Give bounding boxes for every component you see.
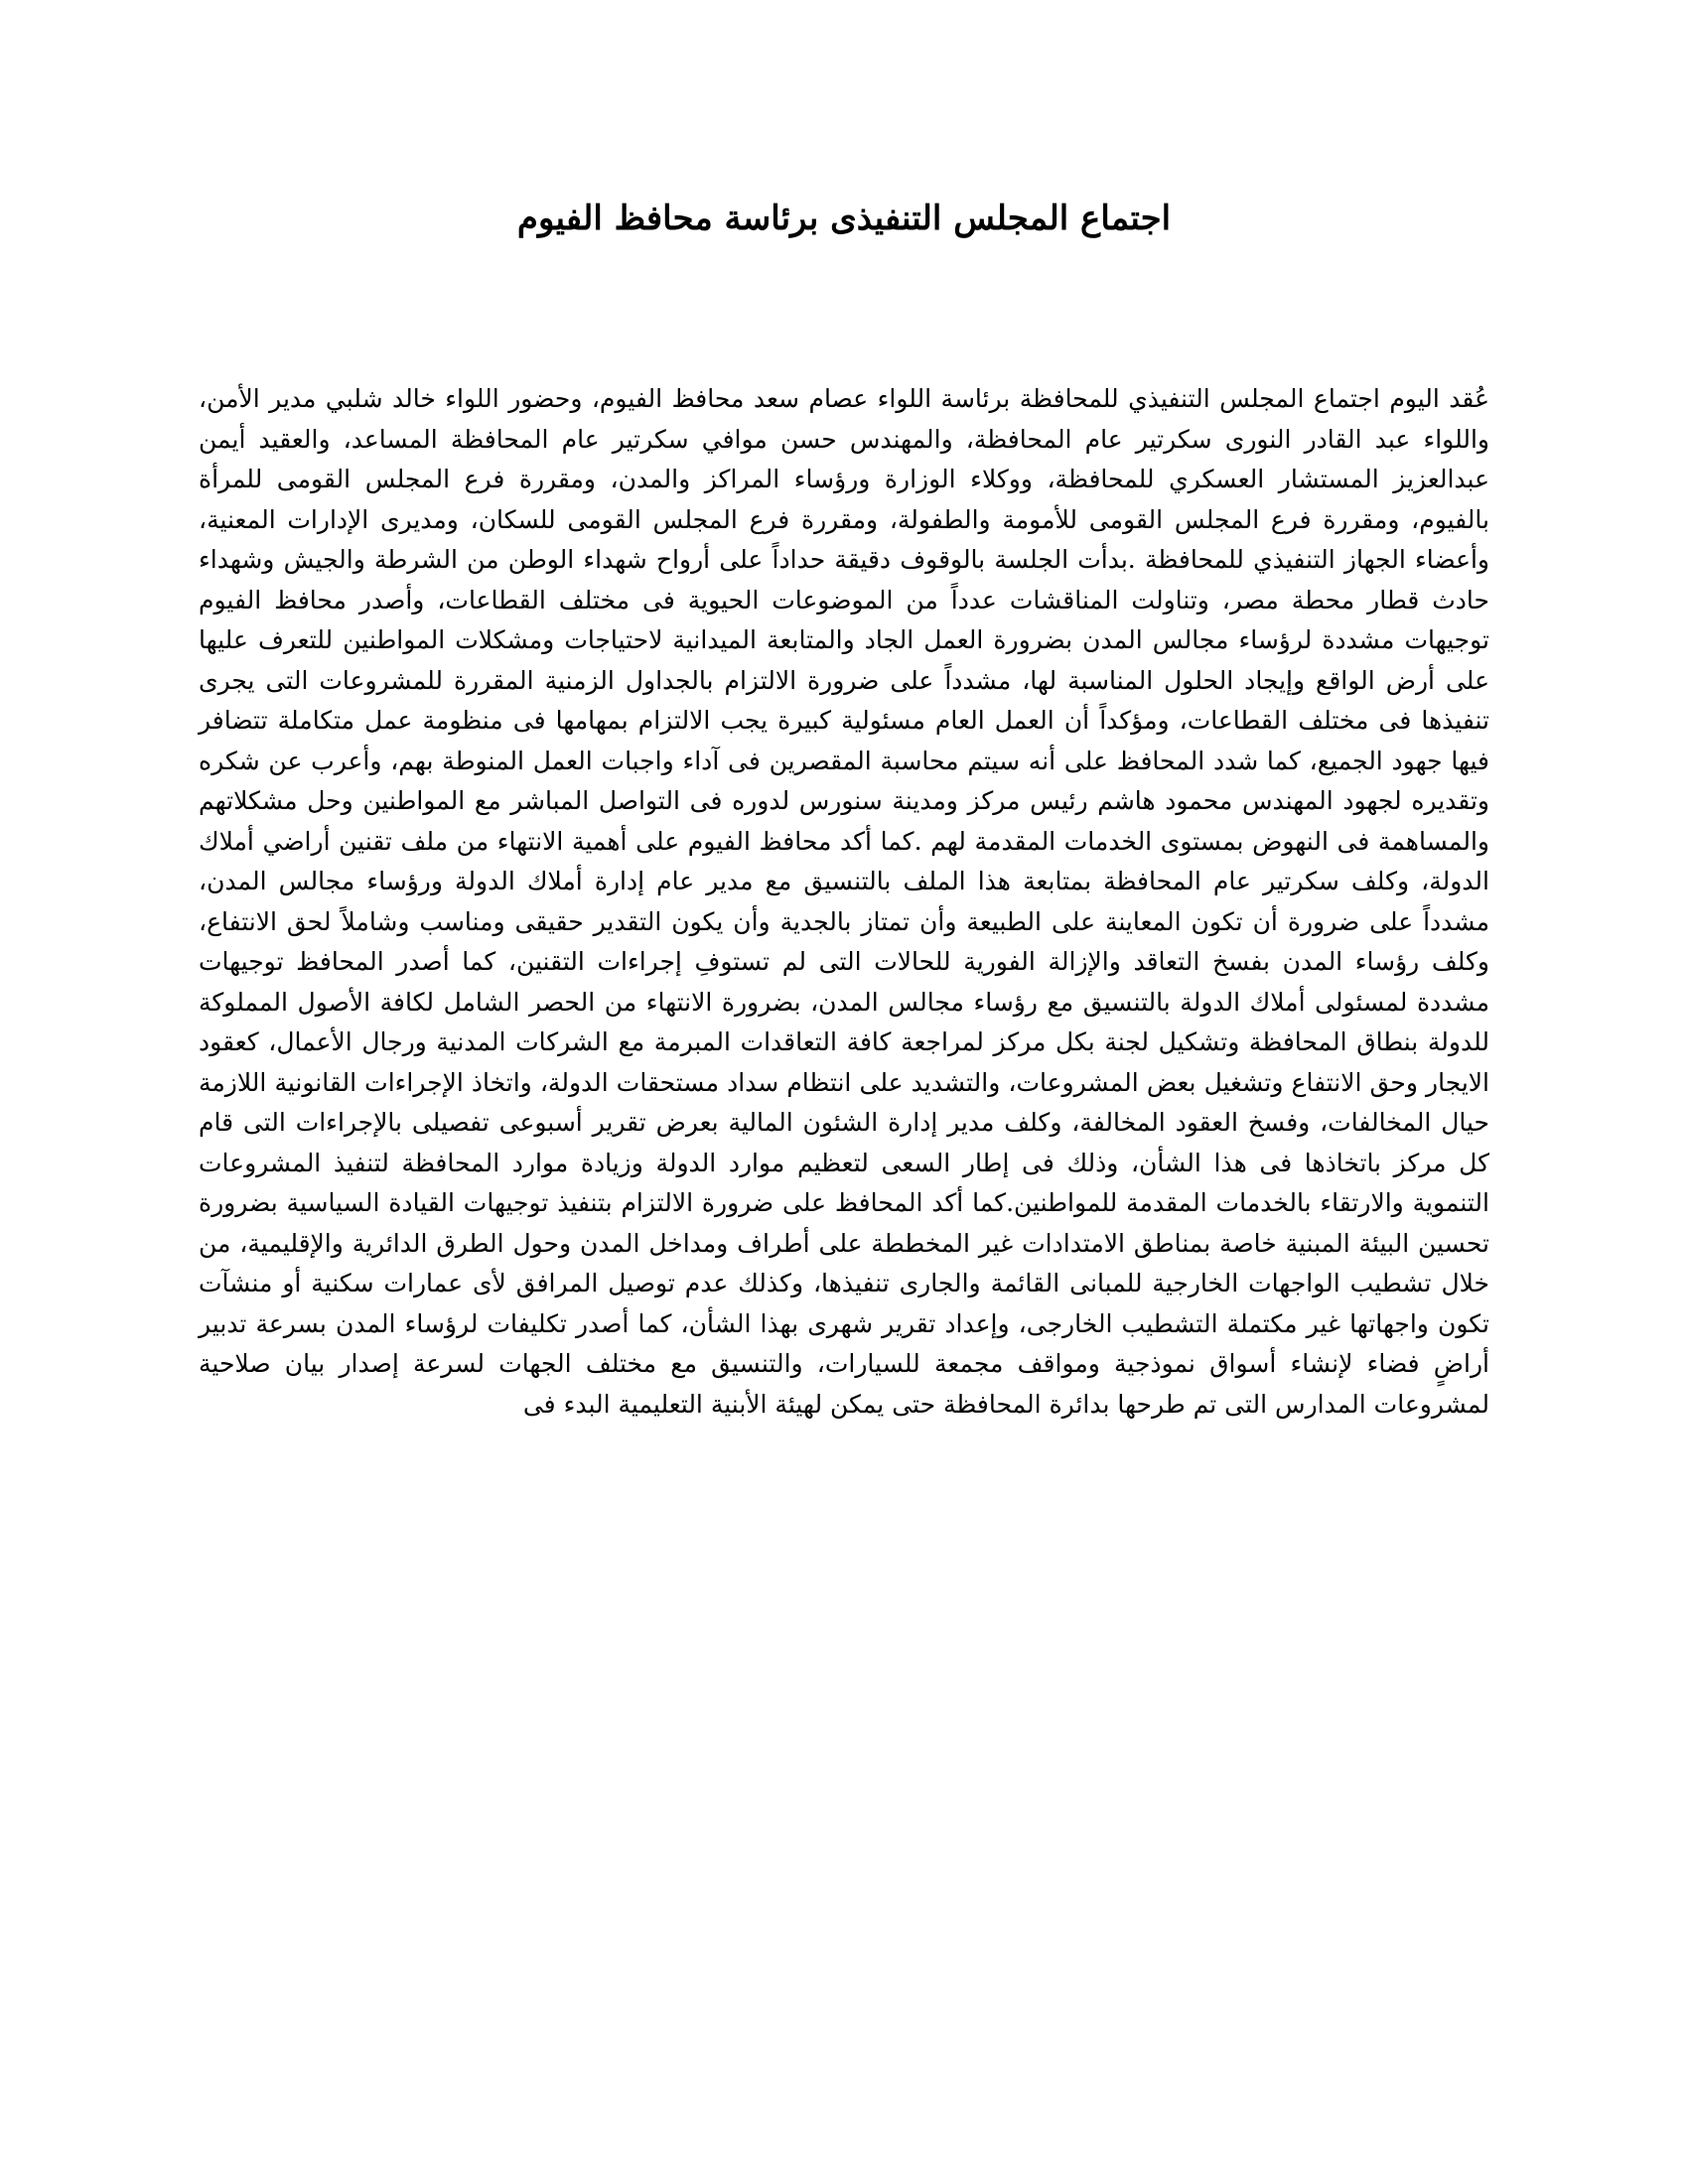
document-title: اجتماع المجلس التنفيذى برئاسة محافظ الفيوم bbox=[516, 199, 1172, 238]
document-body-paragraph: عُقد اليوم اجتماع المجلس التنفيذي للمحافظة برئاسة اللواء عصام سعد محافظ الفيوم، وحضور اللواء خالد شلبي مدير الأمن، واللواء عبد القادر النورى سكرتير عام المحافظة، والمهندس حسن موافي سكرتير عام المحافظة المساعد، والعقيد أيمن عبدالعزيز المستشار العسكري للمحافظة، ووكلاء الوزارة ورؤساء المراكز والمدن، ومقررة فرع المجلس القومى للمرأة بالفيوم، ومقررة فرع المجلس القومى للأمومة والطفولة، ومقررة فرع المجلس القومى للسكان، ومديرى الإدارات المعنية، وأعضاء الجهاز التنفيذي للمحافظة .بدأت الجلسة بالوقوف دقيقة حداداً على أرواح شهداء الوطن من الشرطة والجيش وشهداء حادث قطار محطة مصر، وتناولت المناقشات عدداً من الموضوعات الحيوية فى مختلف القطاعات، وأصدر محافظ الفيوم توجيهات مشددة لرؤساء مجالس المدن بضرورة العمل الجاد والمتابعة الميدانية لاحتياجات ومشكلات المواطنين للتعرف عليها على أرض الواقع وإيجاد الحلول المناسبة لها، مشدداً على ضرورة الالتزام بالجداول الزمنية المقررة للمشروعات التى يجرى تنفيذها فى مختلف القطاعات، ومؤكداً أن العمل العام مسئولية كبيرة يجب الالتزام بمهامها فى منظومة عمل متكاملة تتضافر فيها جهود الجميع، كما شدد المحافظ على أنه سيتم محاسبة المقصرين فى آداء واجبات العمل المنوطة بهم، وأعرب عن شكره وتقديره لجهود المهندس محمود هاشم رئيس مركز ومدينة سنورس لدوره فى التواصل المباشر مع المواطنين وحل مشكلاتهم والمساهمة فى النهوض بمستوى الخدمات المقدمة لهم .كما أكد محافظ الفيوم على أهمية الانتهاء من ملف تقنين أراضي أملاك الدولة، وكلف سكرتير عام المحافظة بمتابعة هذا الملف بالتنسيق مع مدير عام إدارة أملاك الدولة ورؤساء مجالس المدن، مشدداً على ضرورة أن تكون المعاينة على الطبيعة وأن تمتاز بالجدية وأن يكون التقدير حقيقى ومناسب وشاملاً لحق الانتفاع، وكلف رؤساء المدن بفسخ التعاقد والإزالة الفورية للحالات التى لم تستوفِ إجراءات التقنين، كما أصدر المحافظ توجيهات مشددة لمسئولى أملاك الدولة بالتنسيق مع رؤساء مجالس المدن، بضرورة الانتهاء من الحصر الشامل لكافة الأصول المملوكة للدولة بنطاق المحافظة وتشكيل لجنة بكل مركز لمراجعة كافة التعاقدات المبرمة مع الشركات المدنية ورجال الأعمال، كعقود الايجار وحق الانتفاع وتشغيل بعض المشروعات، والتشديد على انتظام سداد مستحقات الدولة، واتخاذ الإجراءات القانونية اللازمة حيال المخالفات، وفسخ العقود المخالفة، وكلف مدير إدارة الشئون المالية بعرض تقرير أسبوعى تفصيلى بالإجراءات التى قام كل مركز باتخاذها فى هذا الشأن، وذلك فى إطار السعى لتعظيم موارد الدولة وزيادة موارد المحافظة لتنفيذ المشروعات التنموية والارتقاء بالخدمات المقدمة للمواطنين.كما أكد المحافظ على ضرورة الالتزام بتنفيذ توجيهات القيادة السياسية بضرورة تحسين البيئة المبنية خاصة بمناطق الامتدادات غير المخططة على أطراف ومداخل المدن وحول الطرق الدائرية والإقليمية، من خلال تشطيب الواجهات الخارجية للمبانى القائمة والجارى تنفيذها، وكذلك عدم توصيل المرافق لأى عمارات سكنية أو منشآت تكون واجهاتها غير مكتملة التشطيب الخارجى، وإعداد تقرير شهرى بهذا الشأن، كما أصدر تكليفات لرؤساء المدن بسرعة تدبير أراضٍ فضاء لإنشاء أسواق نموذجية ومواقف مجمعة للسيارات، والتنسيق مع مختلف الجهات لسرعة إصدار بيان صلاحية لمشروعات المدارس التى تم طرحها بدائرة المحافظة حتى يمكن لهيئة الأبنية التعليمية البدء فى bbox=[199, 384, 1489, 1419]
